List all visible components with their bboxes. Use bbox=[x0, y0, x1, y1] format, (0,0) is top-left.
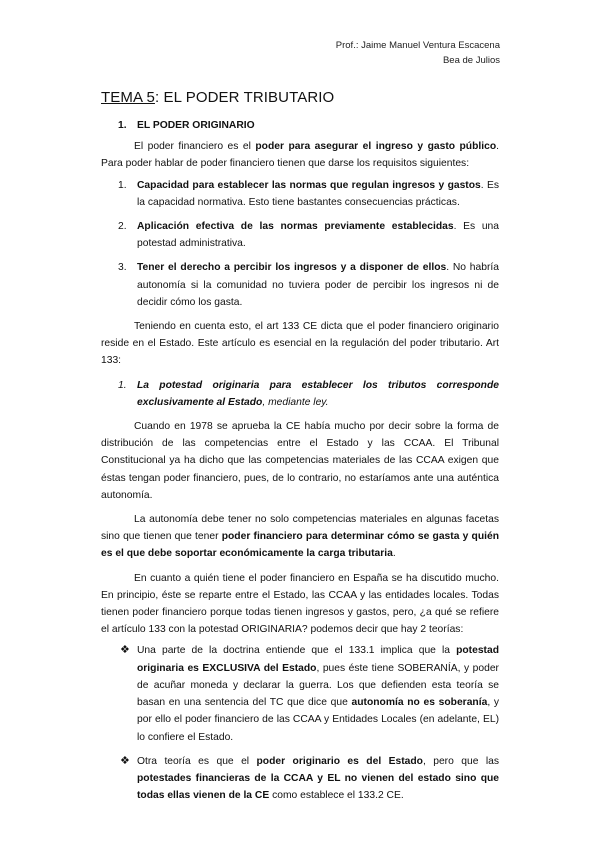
list-item-requisito-3 bbox=[101, 259, 499, 311]
page-title bbox=[101, 89, 334, 106]
teoria2-text-3: como establece el 133.2 CE. bbox=[269, 790, 404, 802]
section-number: 1. bbox=[118, 120, 127, 131]
list-number: 3. bbox=[118, 262, 127, 274]
header-author: Prof.: Jaime Manuel Ventura Escacena bbox=[335, 40, 500, 51]
paragraph-intro bbox=[101, 138, 499, 172]
teoria1-text-2: , pues éste tiene SOBERANÍA, y poder de acuñar moneda y declarar la guerra. Los que defienden esta teoría se basan en una sentencia del TC que dice que bbox=[137, 662, 499, 709]
teoria1-text-3: , y por ello el poder financiero de las CCAA y Entidades Locales (en adelante, EL) lo confiere el Estado. bbox=[137, 697, 500, 743]
autonomia-text-2: . bbox=[392, 548, 396, 560]
quote-art133 bbox=[101, 377, 499, 411]
requisito-bold: Tener el derecho a percibir los ingresos y a disponer de ellos bbox=[137, 262, 447, 274]
title-topic: TEMA 5 bbox=[101, 89, 155, 106]
header-student: Bea de Julios bbox=[442, 55, 500, 66]
paragraph-quien: En cuanto a quién tiene el poder financiero en España se ha discutido mucho. En principio, éste se reparte entre el Estado, las CCAA y las entidades locales. Todas tienen poder financiero porque todas tienen ingresos y gastos, pero, ¿a qué se refiere el artículo 133 con la potestad ORIGINARIA? podemos decir que hay 2 teorías: bbox=[101, 572, 499, 636]
list-number: 1. bbox=[118, 179, 127, 191]
intro-text-2: . Para poder hablar de poder financiero tienen que darse los requisitos siguientes: bbox=[101, 141, 499, 170]
quote-number: 1. bbox=[118, 379, 127, 391]
requisito-bold: Capacidad para establecer las normas que regulan ingresos y gastos bbox=[137, 179, 481, 191]
requisito-text: . Es la capacidad normativa. Esto tiene bastantes consecuencias prácticas. bbox=[137, 179, 499, 208]
intro-text-1: El poder financiero es el bbox=[134, 141, 256, 153]
section-heading-text: EL PODER ORIGINARIO bbox=[137, 120, 255, 131]
list-item-teoria-1 bbox=[101, 642, 499, 745]
title-rest: : EL PODER TRIBUTARIO bbox=[154, 89, 335, 106]
document-body bbox=[101, 117, 499, 804]
teoria2-bold-1: poder originario es del Estado bbox=[256, 755, 423, 767]
page-header bbox=[336, 38, 500, 68]
requisito-bold: Aplicación efectiva de las normas previamente establecidas bbox=[137, 221, 454, 233]
teoria1-bold-1: potestad originaria es EXCLUSIVA del Estado bbox=[137, 645, 499, 674]
requisito-text: . No habría autonomía si la comunidad no tuviera poder de percibir los ingresos ni de decidir cómo los gasta. bbox=[137, 262, 499, 308]
diamond-bullet-icon: ❖ bbox=[120, 644, 130, 657]
paragraph-1978: Cuando en 1978 se aprueba la CE había mucho por decir sobre la forma de distribución de las competencias entre el Estado y las CCAA. El Tribunal Constitucional ya ha dicho que las competencias materiales de las CCAA exigen que éstas tengan poder financiero, pues, de lo contrario, no estaríamos ante una auténtica autonomía. bbox=[101, 421, 499, 501]
section-heading bbox=[101, 117, 499, 134]
teoria1-text-1: Una parte de la doctrina entiende que el 133.1 implica que la bbox=[137, 645, 457, 657]
autonomia-text-1: La autonomía debe tener no solo competencias materiales en algunas facetas sino que tienen que tener bbox=[101, 514, 499, 543]
quote-bold: La potestad originaria para establecer los tributos corresponde exclusivamente al Estado bbox=[137, 379, 499, 408]
autonomia-bold: poder financiero para determinar cómo se gasta y quién es el que debe soportar económicamente la carga tributaria bbox=[101, 531, 499, 560]
intro-bold-1: poder para asegurar el ingreso y gasto público bbox=[255, 141, 497, 153]
diamond-bullet-icon: ❖ bbox=[120, 754, 130, 767]
teoria2-text-2: , pero que las bbox=[422, 755, 499, 767]
quote-text: , mediante ley. bbox=[262, 396, 329, 408]
list-number: 2. bbox=[118, 221, 127, 233]
list-item-requisito-1 bbox=[101, 177, 499, 211]
list-item-teoria-2 bbox=[101, 753, 499, 805]
teoria1-bold-2: autonomía no es soberanía bbox=[351, 697, 488, 709]
paragraph-art133: Teniendo en cuenta esto, el art 133 CE dicta que el poder financiero originario reside en el Estado. Este artículo es esencial en la regulación del poder tributario. Art 133: bbox=[101, 321, 499, 367]
paragraph-autonomia bbox=[101, 511, 499, 563]
teoria2-text-1: Otra teoría es que el bbox=[137, 755, 257, 767]
teoria2-bold-2: potestades financieras de la CCAA y EL no vienen del estado sino que todas ellas vienen de la CE bbox=[137, 772, 499, 802]
list-item-requisito-2 bbox=[101, 218, 499, 252]
requisito-text: . Es una potestad administrativa. bbox=[137, 221, 499, 250]
